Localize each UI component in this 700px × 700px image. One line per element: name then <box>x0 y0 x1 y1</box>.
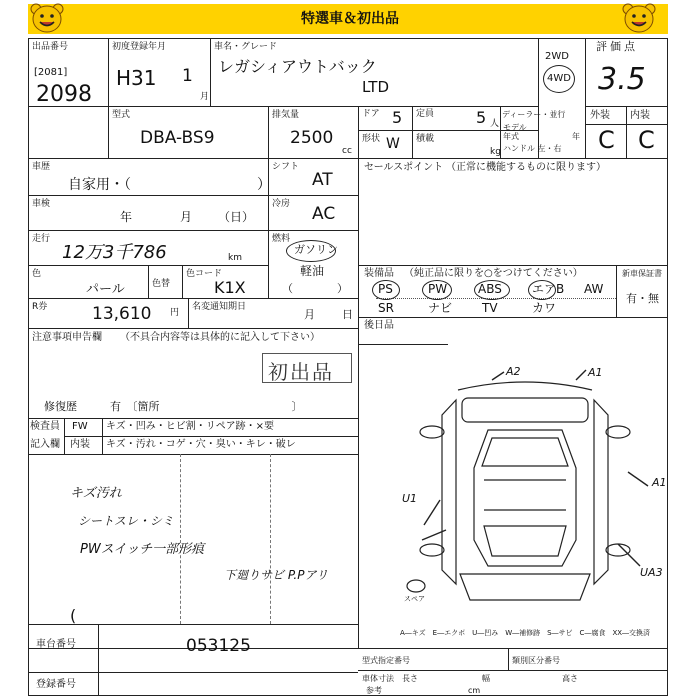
type-designation-label: 型式指定番号 <box>362 656 410 665</box>
damage-mark: A1 <box>588 366 603 379</box>
equipment-label: 装備品 <box>364 268 394 279</box>
drive-4wd: 4WD <box>547 73 571 84</box>
capacity-label: 定員 <box>416 109 435 119</box>
inspector-note: PWスイッチ一部形痕 <box>80 542 205 557</box>
car-damage-diagram <box>380 360 670 620</box>
model-year-sub: 年式 <box>503 132 519 141</box>
equipment-circle <box>528 280 556 300</box>
reference-label: 参考 <box>366 686 382 695</box>
repair-value: 有 〔箇所 〕 <box>110 400 303 413</box>
aircon-value: AC <box>312 204 336 224</box>
drive-2wd: 2WD <box>545 51 569 62</box>
width-label: 幅 <box>482 674 490 683</box>
shift-label: シフト <box>272 162 300 172</box>
inspection-year: 年 <box>120 210 133 224</box>
load-unit: kg <box>490 147 501 157</box>
car-name-label: 車名・グレード <box>214 42 278 52</box>
score-int: C <box>638 126 655 154</box>
inspection-month: 月 <box>180 210 193 224</box>
warranty-label: 新車保証書 <box>622 269 662 278</box>
aircon-label: 冷房 <box>272 199 291 209</box>
registration-label: 初度登録年月 <box>112 42 167 52</box>
smiley-bear-icon <box>620 2 658 34</box>
dimensions-label: 車体寸法 <box>362 674 394 683</box>
equipment-item: ABS <box>478 282 502 296</box>
check-row-label: 検査員 <box>30 421 60 432</box>
damage-mark: A2 <box>506 365 521 378</box>
mileage-label: 走行 <box>32 234 51 244</box>
score-int-label: 内装 <box>630 110 650 121</box>
mileage-value: 12万3千786 <box>62 242 167 263</box>
recycle-label: R券 <box>32 302 48 312</box>
color-label: 色 <box>32 269 42 279</box>
damage-mark: U1 <box>402 492 418 505</box>
score-ext: C <box>598 126 615 154</box>
damage-mark: A1 <box>652 476 667 489</box>
height-label: 高さ <box>562 674 578 683</box>
equipment-item: AW <box>584 282 604 296</box>
fuel-label: 燃料 <box>272 234 291 244</box>
registration-year: H31 <box>116 66 157 90</box>
load-label: 積載 <box>416 134 435 144</box>
equipment-item: ナビ <box>428 301 453 315</box>
history-label: 車歴 <box>32 162 51 172</box>
handle-label: ハンドル 左・右 <box>503 144 562 153</box>
cm-unit: cm <box>468 686 481 695</box>
model-label: 型式 <box>112 110 131 120</box>
inspector-note: シートスレ・シミ <box>78 514 174 528</box>
dealer-label: ディーラー・並行 <box>502 110 566 119</box>
car-name: レガシィアウトバック <box>218 57 377 76</box>
shape-value: W <box>386 136 400 152</box>
sales-point-sub: （正常に機能するものに限ります） <box>446 162 606 173</box>
equipment-item: TV <box>482 301 498 315</box>
color-value: パール <box>86 282 125 297</box>
equipment-circle <box>422 280 452 300</box>
smiley-bear-icon <box>28 2 66 34</box>
recycle-value: 13,610 <box>92 304 152 324</box>
score-ext-label: 外装 <box>590 110 610 121</box>
capacity-unit: 人 <box>490 119 500 129</box>
color-code-label: 色コード <box>186 269 223 279</box>
shape-label: 形状 <box>362 134 381 144</box>
color-change-label: 色替 <box>152 279 171 289</box>
inspector-note: 下廻りサビ P.Pアリ <box>224 568 328 582</box>
damage-legend: A―キズ E―エクボ U―凹み W―補修跡 S―サビ C―腐食 XX―交換済 <box>400 629 651 637</box>
notes-sub: （不具合内容等は具体的に記入して下さい） <box>120 332 320 343</box>
displacement-label: 排気量 <box>272 110 300 120</box>
model-value: DBA-BS9 <box>140 128 215 148</box>
check-row-part: FW <box>72 421 88 432</box>
inspector-note: キズ汚れ <box>70 486 122 501</box>
mileage-unit: km <box>228 253 242 263</box>
registration-month-unit: 月 <box>200 92 210 102</box>
listing-sub-number: [2081] <box>34 67 68 78</box>
chassis-label: 車台番号 <box>36 639 76 650</box>
model-year-unit: 年 <box>572 132 580 141</box>
equipment-circle <box>474 280 510 300</box>
name-change-day: 日 <box>342 308 353 321</box>
first-listing-stamp-text: 初出品 <box>268 360 334 384</box>
registration-month: 1 <box>182 66 193 86</box>
doors-label: ドア <box>362 109 380 119</box>
equipment-item: SR <box>378 301 394 315</box>
doors-value: 5 <box>392 108 403 127</box>
score-value: 3.5 <box>598 62 646 97</box>
chassis-value: 053125 <box>186 636 251 656</box>
reg-no-label: 登録番号 <box>36 679 76 690</box>
color-code: K1X <box>214 278 246 297</box>
header-title: 特選車＆初出品 <box>301 11 399 27</box>
model-year-label: モデル <box>503 123 527 132</box>
fuel-other: （ ） <box>282 282 348 295</box>
shift-value: AT <box>312 170 333 190</box>
warranty-value: 有・無 <box>626 292 659 305</box>
check-row-part: 内装 <box>70 439 90 450</box>
history-value: 自家用・（ ） <box>68 177 271 193</box>
check-row-label: 記入欄 <box>30 439 60 450</box>
repair-label: 修復歴 <box>44 400 77 413</box>
inspection-label: 車検 <box>32 199 51 209</box>
spare-label: スペア <box>404 595 425 603</box>
listing-number: 2098 <box>36 82 92 107</box>
name-change-label: 名変通知期日 <box>192 302 247 312</box>
check-row-items: キズ・汚れ・コゲ・穴・臭い・キレ・破レ <box>106 439 296 450</box>
capacity-value: 5 <box>476 108 487 127</box>
notes-label: 注意事項申告欄 <box>32 332 102 343</box>
damage-mark: UA3 <box>640 566 663 579</box>
rear-item-label: 後日品 <box>364 320 394 331</box>
inspector-mark: ( <box>70 606 77 625</box>
equipment-item: PS <box>378 282 393 296</box>
inspection-day: （日） <box>218 210 255 224</box>
fuel-gas: ガソリン <box>294 243 338 256</box>
equipment-item: エアB <box>532 282 565 296</box>
equipment-sub: （純正品に限りを○をつけてください） <box>404 268 583 279</box>
equipment-circle <box>372 280 400 300</box>
check-row-items: キズ・凹み・ヒビ割・リペア跡・×要 <box>106 421 274 432</box>
displacement-value: 2500 <box>290 128 334 148</box>
length-label: 長さ <box>402 674 418 683</box>
recycle-unit: 円 <box>170 308 180 318</box>
displacement-unit: cc <box>342 146 352 156</box>
fuel-diesel: 軽油 <box>300 264 325 278</box>
equipment-item: カワ <box>532 301 557 315</box>
score-label: 評価点 <box>596 40 638 53</box>
name-change-month: 月 <box>304 308 315 321</box>
equipment-item: PW <box>428 282 448 296</box>
listing-label: 出品番号 <box>32 42 69 52</box>
sales-point-label: セールスポイント <box>364 162 444 173</box>
category-number-label: 類別区分番号 <box>512 656 560 665</box>
car-grade: LTD <box>362 78 390 96</box>
